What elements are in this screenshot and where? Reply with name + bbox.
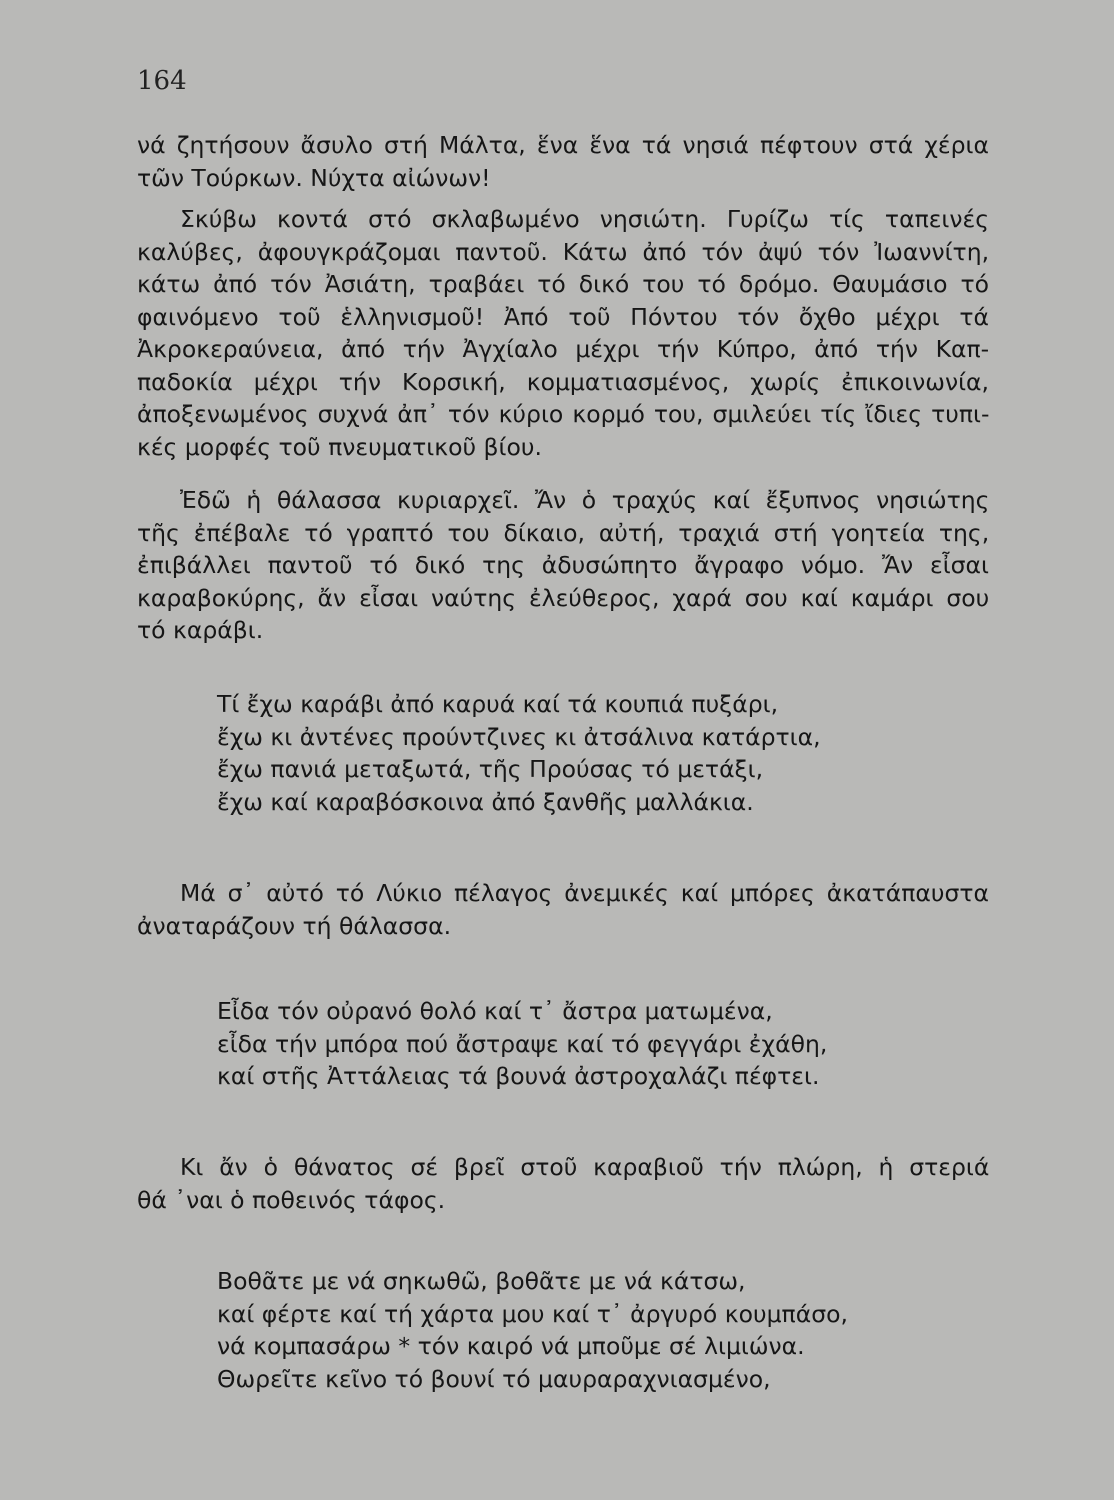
page-number: 164 (137, 66, 187, 96)
verse-line: Βοθᾶτε με νά σηκωθῶ, βοθᾶτε με νά κάτσω, (217, 1267, 746, 1295)
verse-line: εἶδα τήν μπόρα πού ἄστραψε καί τό φεγγάρι ἐχάθη, (217, 1029, 828, 1058)
text-line: Ἐδῶ ἡ θάλασσα κυριαρχεῖ. Ἄν ὁ τραχύς καί ἔξυπνος νησιώτης (180, 486, 990, 514)
verse-line: Τί ἔχω καράβι ἀπό καρυά καί τά κουπιά πυξάρι, (217, 690, 779, 718)
verse-line: Θωρεῖτε κεῖνο τό βουνί τό μαυραραχνιασμένο, (217, 1364, 771, 1393)
text-line: τῆς ἐπέβαλε τό γραπτό του δίκαιο, αὐτή, τραχιά στή γοητεία της, (137, 518, 990, 547)
text-line: θά ᾿ναι ὁ ποθεινός τάφος. (137, 1185, 446, 1214)
verse-line: ἔχω καί καραβόσκοινα ἀπό ξανθῆς μαλλάκια. (217, 787, 754, 816)
text-line: Κι ἄν ὁ θάνατος σέ βρεῖ στοῦ καραβιοῦ τήν πλώρη, ἡ στεριά (180, 1153, 990, 1181)
verse-line: καί φέρτε καί τή χάρτα μου καί τ᾿ ἀργυρό κουμπάσο, (217, 1299, 848, 1328)
paragraph-4 (137, 877, 989, 942)
text-line: τό καράβι. (137, 616, 264, 644)
verse-line: Εἶδα τόν οὐρανό θολό καί τ᾿ ἄστρα ματωμένα, (217, 997, 773, 1025)
paragraph-2 (137, 203, 989, 463)
text-line: φαινόμενο τοῦ ἑλληνισμοῦ! Ἀπό τοῦ Πόντου τόν ὄχθο μέχρι τά (137, 302, 989, 331)
verse-line: ἔχω κι ἀντένες προύντζινες κι ἀτσάλινα κατάρτια, (217, 722, 821, 751)
text-line: Μά σ᾿ αὐτό τό Λύκιο πέλαγος ἀνεμικές καί μπόρες ἀκατάπαυστα (180, 879, 989, 907)
text-line: καλύβες, ἀφουγκράζομαι παντοῦ. Κάτω ἀπό τόν ἀψύ τόν Ἰωαννίτη, (137, 237, 990, 266)
text-line: ἀποξενωμένος συχνά ἀπ᾿ τόν κύριο κορμό του, σμιλεύει τίς ἴδιες τυπι- (137, 400, 990, 428)
text-line: Ἀκροκεραύνεια, ἀπό τήν Ἀγχίαλο μέχρι τήν Κύπρο, ἀπό τήν Καπ- (137, 335, 990, 363)
text-line: τῶν Τούρκων. Νύχτα αἰώνων! (137, 163, 491, 192)
text-line: καραβοκύρης, ἄν εἶσαι ναύτης ἐλεύθερος, χαρά σου καί καμάρι σου (137, 583, 990, 612)
text-line: Σκύβω κοντά στό σκλαβωμένο νησιώτη. Γυρίζω τίς ταπεινές (180, 205, 989, 233)
paragraph-1 (137, 129, 989, 194)
paragraph-3 (137, 484, 989, 647)
text-line: κάτω ἀπό τόν Ἀσιάτη, τραβάει τό δικό του τό δρόμο. Θαυμάσιο τό (137, 270, 989, 298)
paragraph-5 (137, 1151, 989, 1216)
verse-2 (217, 995, 997, 1093)
verse-1 (217, 688, 997, 818)
text-line: ἀναταράζουν τή θάλασσα. (137, 911, 452, 940)
verse-line: νά κομπασάρω * τόν καιρό νά μποῦμε σέ λιμιώνα. (217, 1332, 805, 1360)
verse-3 (217, 1265, 997, 1395)
text-line: ἐπιβάλλει παντοῦ τό δικό της ἀδυσώπητο ἄγραφο νόμο. Ἄν εἶσαι (137, 551, 989, 579)
verse-line: ἔχω πανιά μεταξωτά, τῆς Προύσας τό μετάξι, (217, 755, 764, 783)
text-line: κές μορφές τοῦ πνευματικοῦ βίου. (137, 432, 542, 461)
text-line: νά ζητήσουν ἄσυλο στή Μάλτα, ἕνα ἕνα τά νησιά πέφτουν στά χέρια (137, 131, 989, 159)
verse-line: καί στῆς Ἀττάλειας τά βουνά ἀστροχαλάζι πέφτει. (217, 1062, 820, 1090)
text-line: παδοκία μέχρι τήν Κορσική, κομματιασμένος, χωρίς ἐπικοινωνία, (137, 367, 989, 396)
